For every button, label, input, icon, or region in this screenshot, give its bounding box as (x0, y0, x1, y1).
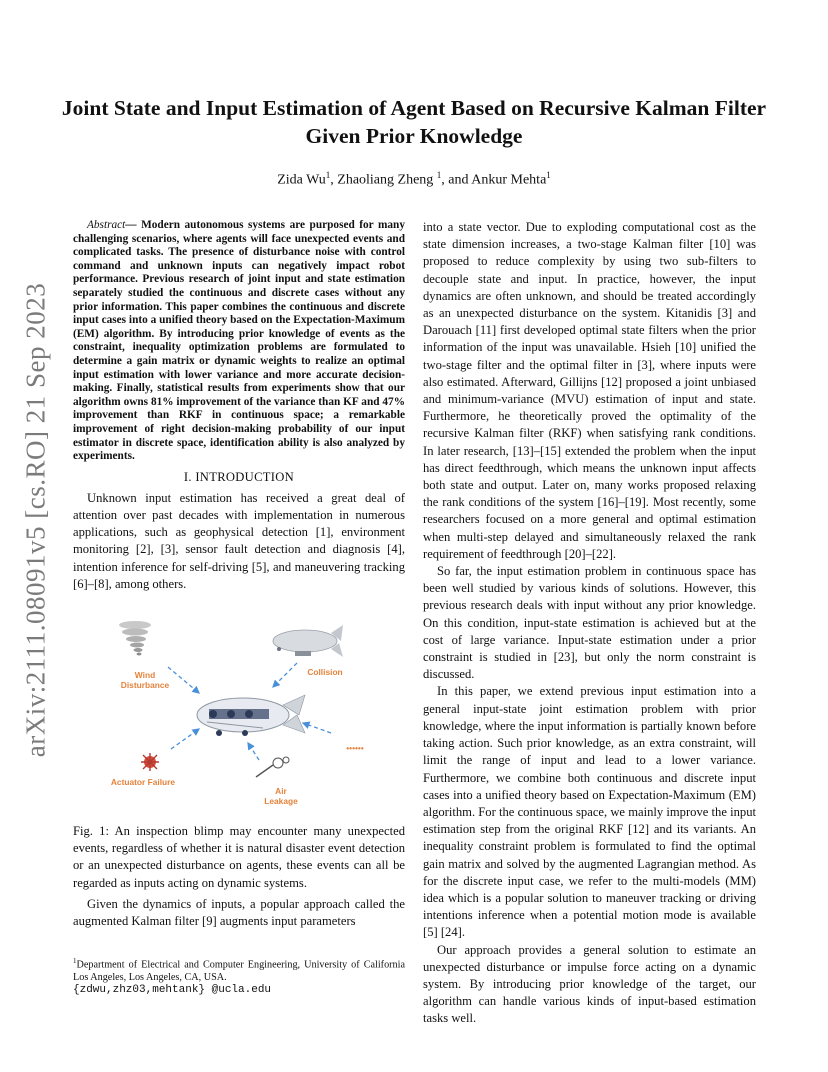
arxiv-sidebar (16, 260, 56, 780)
author-2: , Zhaoliang Zheng (330, 172, 437, 188)
paper-title: Joint State and Input Estimation of Agent Based on Recursive Kalman Filter Given Prior Knowledge (61, 96, 767, 148)
figure-1 (73, 615, 405, 813)
author-line: Zida Wu$^1$, Zhaoliang Zheng $^1$, and Ankur Mehta$^1$ (277, 170, 551, 188)
label-air-leakage: Air Leakage (264, 785, 298, 806)
footnote: $^1$Department of Electrical and Computer Engineering, University of California Los Angeles, Los Angeles, CA, USA. {zdwu,zhz03,mehtank} @ucla.edu (73, 957, 405, 996)
airship-icon (273, 625, 343, 657)
section-heading-introduction: I. INTRODUCTION (183, 469, 295, 484)
arxiv-identifier: arXiv:2111.08091v5 [cs.RO] 21 Sep 2023 (20, 282, 51, 758)
leak-icon (256, 757, 289, 777)
tornado-icon (119, 621, 151, 656)
intro-paragraph-1: Unknown input estimation has received a great deal of attention over past decades with implementation in numerous applications, such as geophysical detection [1], environment monitoring [2], [3], sensor fault detection and diagnosis [4], intention inference for self-driving [5], and maneuvering tracking [6]–[8], among others. (73, 490, 405, 591)
right-column (423, 219, 756, 1028)
right-paragraph-1: into a state vector. Due to exploding computational cost as the state dimension increases, a two-stage Kalman filter [10] was proposed to reduce complexity by using two sub-filters to decouple state and input. In practice, however, the input dynamics are often unknown, and should be treated accordingly as an unexpected disturbance on the system. Kitanidis [3] and Darouach [11] first developed optimal state filters when the prior information of the input was unavailable. Hsieh [10] unified the two-stage filter and the optimal filter in [3], where inputs were also estimated. Afterward, Gillijns [12] proposed a joint unbiased and minimum-variance (MVU) estimation of input and state. Furthermore, he theoretically proved the optimality of the recursive Kalman filter (RKF) when satisfying rank conditions. In later research, [13]–[15] extended the problem when the input has direct feedthrough, which means the unknown input affects both state and output. Later on, many works proposed relaxing the rank conditions of the system [16]–[19]. Most recently, some researchers focused on a more general and optimal estimation when multi-step delayed and simultaneously relaxed the rank requirement of feedthrough [20]–[22]. (423, 220, 756, 561)
label-more-events: •••••• (346, 742, 364, 753)
label-actuator-failure: Actuator Failure (110, 776, 176, 787)
blimp-icon (197, 695, 305, 736)
fireworks-icon (141, 753, 159, 771)
left-column (73, 219, 405, 930)
right-paragraph-2: So far, the input estimation problem in continuous space has been well studied by various kinds of solutions. However, this previous research deals with input without any prior knowledge. On this condition, input-state estimation is achieved but at the cost of large variance. Input-state estimation under a prior constraint is studied in [23], but only the norm constraint is discussed. (423, 564, 756, 682)
right-paragraph-3: In this paper, we extend previous input estimation into a general input-state joint estimation problem with prior knowledge, where the input information is partially known before taking action. Such prior knowledge, as an extra constraint, will limit the range of input and lead to a lower variance. Furthermore, we combine both continuous and discrete input cases into a unified theory based on Expectation-Maximum (EM) algorithm. For the continuous space, we mainly improve the input estimation step from the original RKF [12] and its variants. An inequality constraint problem is formulated to find the optimal gain matrix and solved by the augmented Lagrangian method. As for the discrete input case, we refer to the multi-models (MM) idea which is a popular solution to maneuver tracking or driving intentions inference when a potential motion mode is available [5] [24]. (423, 684, 756, 940)
label-collision: Collision (307, 666, 343, 677)
intro-paragraph-2: Given the dynamics of inputs, a popular approach called the augmented Kalman filter [9] augments input parameters (73, 896, 405, 928)
author-3: , and Ankur Mehta (441, 172, 547, 188)
label-wind-disturbance: Wind Disturbance (120, 669, 170, 690)
abstract: Abstract— Modern autonomous systems are purposed for many challenging scenarios, where agents will face unexpected events and complicated tasks. The presence of disturbance noise with control command and unknown inputs can negatively impact robot performance. Previous research of joint input and state estimation separately studied the continuous and discrete cases without any prior information. This paper combines the continuous and discrete input cases into a unified theory based on the Expectation-Maximum (EM) algorithm. By introducing prior knowledge of events as the constraint, inequality optimization problems are formulated to determine a gain matrix or dynamic weights to realize an optimal input estimation with lower variance and more accurate decision-making. Finally, statistical results from experiments show that our algorithm owns 81% improvement of the variance than KF and 47% improvement than RKF in continuous space; a remarkable improvement of right decision-making probability of our input estimator in discrete space, identification ability is also analyzed by experiments. (73, 219, 405, 463)
right-paragraph-4: Our approach provides a general solution to estimate an unexpected disturbance or impulse force acting on a dynamic system. By introducing prior knowledge of the target, our algorithm can handle various kinds of input-based estimation tasks well. (423, 942, 756, 1026)
author-1: Zida Wu (277, 172, 326, 188)
author-emails: {zdwu,zhz03,mehtank} @ucla.edu (73, 983, 272, 996)
figure-1-caption: Fig. 1: An inspection blimp may encounter many unexpected events, regardless of whether it is natural disaster event detection or an unexpected disturbance on agents, these events can all be regarded as inputs acting on dynamic systems. (73, 823, 405, 890)
